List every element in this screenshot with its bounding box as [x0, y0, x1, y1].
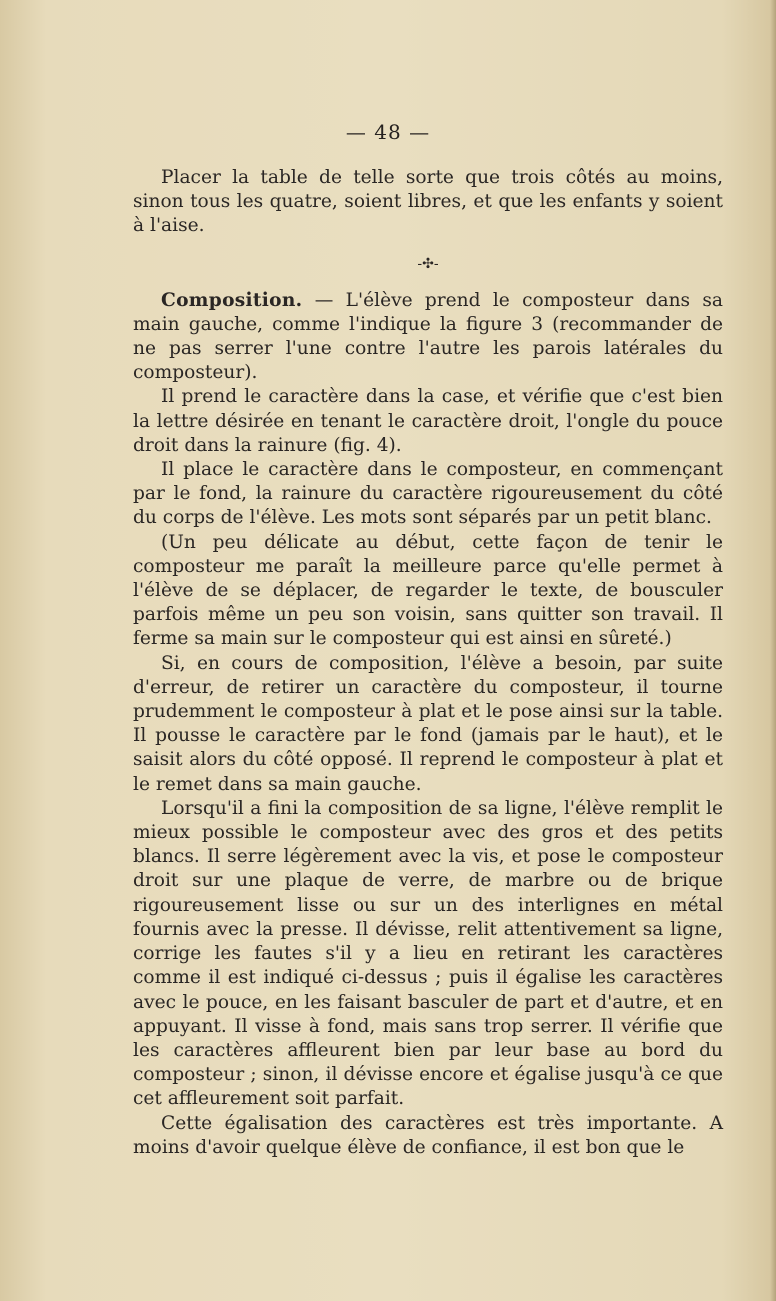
paragraph: Il prend le caractère dans la case, et vérifie que c'est bien la lettre désirée en tenant le caractère droit, l'ongle du pouce droit dans la rainure (fig. 4).: [133, 386, 723, 456]
section-first-paragraph: [133, 289, 723, 386]
paragraph: (Un peu délicate au début, cette façon de tenir le composteur me paraît la meilleure parce qu'elle permet à l'élève de se déplacer, de regarder le texte, de bousculer parfois même un peu son voisin, sans quitter son travail. Il ferme sa main sur le composteur qui est ainsi en sûreté.): [133, 531, 723, 650]
paragraph: Cette égalisation des caractères est très importante. A moins d'avoir quelque élève de confiance, il est bon que le: [133, 1112, 723, 1158]
paragraph: Lorsqu'il a fini la composition de sa ligne, l'élève remplit le mieux possible le composteur avec des gros et des petits blancs. Il serre légèrement avec la vis, et pose le composteur droit sur une plaque de verre, de marbre ou de brique rigoureusement lisse ou sur un des interlignes en métal fournis avec la presse. Il dévisse, relit attentivement sa ligne, corrige les fautes s'il y a lieu en retirant les caractères comme il est indiqué ci-dessus ; puis il égalise les caractères avec le pouce, en les faisant basculer de part et d'autre, et en appuyant. Il visse à fond, mais sans trop serrer. Il vérifie que les caractères affleurent bien par leur base au bord du composteur ; sinon, il dévisse encore et égalise jusqu'à ce que cet affleurement soit parfait.: [133, 797, 723, 1110]
section-ornament: -✣-: [417, 255, 439, 272]
section-first-paragraph-text: L'élève prend le composteur dans sa main gauche, comme l'indique la figure 3 (recommander de ne pas serrer l'une contre l'autre les parois latérales du composteur).: [133, 289, 723, 384]
paragraph: Il place le caractère dans le composteur, en commençant par le fond, la rainure du caractère rigoureusement du côté du corps de l'élève. Les mots sont séparés par un petit blanc.: [133, 459, 723, 529]
page-edge-shadow: [770, 0, 776, 1301]
paragraph: Si, en cours de composition, l'élève a besoin, par suite d'erreur, de retirer un caractère du composteur, il tourne prudemment le composteur à plat et le pose ainsi sur la table. Il pousse le caractère par le fond (jamais par le haut), et le saisit alors du côté opposé. Il reprend le composteur à plat et le remet dans sa main gauche.: [133, 652, 723, 795]
page-number: — 48 —: [345, 120, 431, 144]
section-title-dash: —: [302, 289, 346, 311]
section-title: Composition.: [161, 289, 303, 311]
page-body: [133, 166, 723, 1160]
intro-paragraph: Placer la table de telle sorte que trois côtés au moins, sinon tous les quatre, soient libres, et que les enfants y soient à l'aise.: [133, 167, 723, 237]
